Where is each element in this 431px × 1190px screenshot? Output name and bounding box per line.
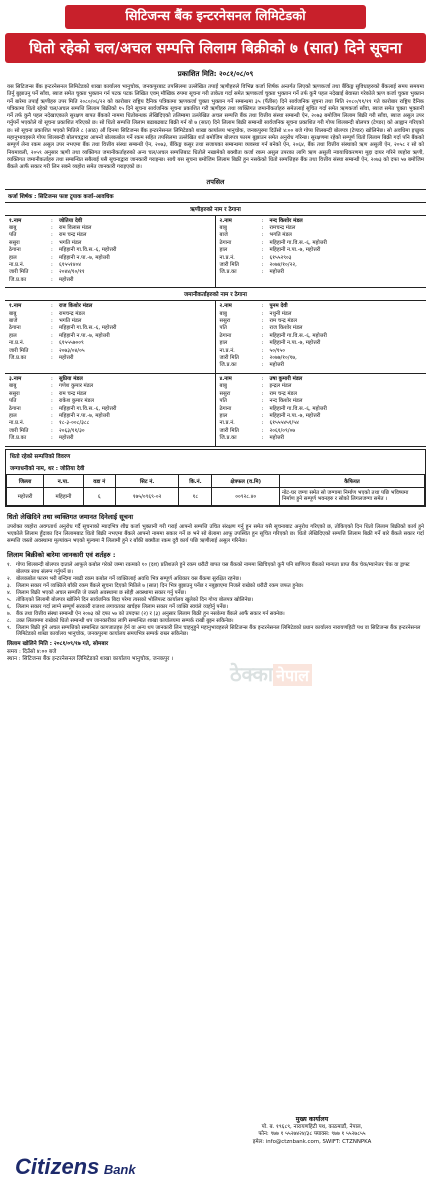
separator: : [261,347,264,354]
term-text: गोप्य शिलबन्दी बोलपत्र दाताले आफूले कबोल गरेको जम्मा रकमको १० (दश) प्रतिशतले हुने रकम धरौटी बापत यस बैंकको नाममा खिचिएको कुनै पनि बाणिज्य बैंकको मान्यता प्राप्त बैंक चेक/म्यानेजर चेक वा ड्राफ्ट बोलपत्र साथ संलग्न गर्नुपर्ने छ। [16,562,410,576]
person-card [5,216,216,288]
separator: : [51,262,53,268]
property-cell: महिहानी [44,487,84,505]
field-value: १८-३-००८/३८८ [59,420,90,427]
separator: : [261,412,264,419]
property-column-header: सिट नं. [115,474,179,487]
field-value: महिहानी गा.वि.स.-६, महोत्तरी [269,332,327,339]
field-label: बाबु [9,224,17,231]
guarantor-notice-title: धितो लेखिदिने तथा व्यक्तिगत जमानत दिनेलाई सूचना [7,512,134,521]
person-name: राज किशोर मंडल [59,303,93,310]
separator: : [261,303,264,310]
separator: : [261,325,264,332]
person-card [5,301,216,373]
term-number: ५. [7,596,12,603]
person-number: १.नाम [9,217,22,224]
field-label: पति [9,398,17,405]
field-value: महोत्तरी [269,362,285,369]
field-label: जि.प्र.का [9,276,27,283]
watermark [230,660,430,700]
property-column-header: जिल्ला [7,474,44,487]
separator: : [51,435,53,442]
separator: : [51,383,53,390]
term-item [7,590,424,597]
field-value: ६१५५१४०४ [59,262,82,268]
separator: : [261,239,264,246]
separator: : [51,232,53,239]
separator: : [51,224,53,231]
separator: : [261,310,264,317]
field-label: ठेगाना [9,247,21,254]
field-value: महिहानी न.पा.-७, महोत्तरी [59,412,110,419]
watermark-text-2: नेपाल [273,664,312,686]
field-value: राम विलास मंडल [59,224,92,231]
person-number: ३.नाम [9,375,22,382]
person-name: उषा कुमारी मंडल [269,375,303,382]
field-value: महिहानी गा.वि.स.-६, महोत्तरी [269,239,327,246]
field-label: ना.प्र.नं. [219,420,235,427]
intro-paragraph: यस सिटिजन्स बैंक इन्टरनेसनल लिमिटेडको शाखा कार्यालय भानुचोक, जनकपुरबाट तपसिलमा उल्लेखित तपाईं ऋणीहरुले विभिन्न कर्जा शिर्षक अन्तर्गत लिएको ऋणकर्जा तथा बैंकिङ्ग सुविधाहरुको बैंकलाई समय समयमा तिर्नु बुझाउनु पर्ने साँवा, ब्याज समेत चुक्ता भुक्तान गर्न पटक पटक लिखित एवम् मौखिक रुपमा सूचना गरी ताकेता गर्दा समेत ऋणकर्जा चुक्ता भुक्तान गर्ने तर्फ कुनै पहल नदेखाई बेवास्ता गरेकोले ऋण कर्जा चुक्ता भुक्तान गर्ने बारेमा तपाईं ऋणीहरु उपर मिति २०८०/०६/२२ को कारोबार राष्ट्रिय दैनिक पत्रिकामा ऋणकर्जा चुक्ता भुक्तान गर्ने सम्बन्धमा ३५ (पैंतीस) दिने सार्वजनिक सूचना तथा मिति २०८०/११/११ गते कारोबार राष्ट्रिय दैनिक पत्रिकामा धितो रहेको चल/अचल सम्पत्ति लिलाम बिक्रीको १५ दिने सूचना सार्वजनिक सूचना प्रकाशित गरी ऋणीहरु तथा व्यक्तिगत जमानीकर्ताहरु समेतलाई सूचित गर्दा समेत ऋणकर्जा साँवा, ब्याज समेत चुक्ता भुक्तानी गर्ने तर्फ कुनै पहल नदेखाएकाले सुरक्षण बापत बैंकको नाममा धितोबन्धक लेखिदिएको तलिम्बमा उल्लेखित अचल सम्पत्ति बैंक तथा वित्तीय संस्था सम्बन्धी ऐन, २०७३ बमोजिम लिलाम बिक्री गरी साँवा, ब्याज असुल उपर गर्नुपर्ने भएकोले यो सूचना प्रकाशित गरिएको छ। सो धितो सम्पत्ति लिलाम बढाबढबाट बिक्री गर्न यो ७ (सात) दिने लिलाम बिक्री सम्बन्धी सार्वजनिक सूचना प्रकाशित गरी गोप्य शिलबन्दी बोलपत्र (टेण्डर) को आह्वान गरिएको छ। सो सूचना प्रकाशित भएको मितिले ८ (आठ) औं दिनमा सिटिजन्स बैंक इन्टरनेसनल लिमिटेडको शाखा कार्यालय भानुचोक, जनकपुरमा दिउँसो ४:०० बजे गोप्य शिलबन्दी बोलपत्र (टेण्डर) खोलिनेछ। सो अवधिमा इच्छुक महानुभावहरुले गोप्य शिलबन्दी बोलपत्रद्वारा आफ्नो बोलकबोल गर्ने रकम सहित तपसिलमा उल्लेखित शर्त बमोजिम बोलपत्र फारम बुझाउन समेत अनुरोध गरिन्छ। सुरक्षणमा रहेको सम्पूर्ण धितो लिलाम बिक्री गर्दा पनि बैंकको सम्पूर्ण लेना रकम असुल उपर नभएमा बैंक तथा वित्तीय संस्था सम्बन्धी ऐन, २०७३, बैंकिङ्ग कसुर तथा सजायका सम्बन्धमा व्यवस्था गर्न बनेको ऐन, २०६४, बैंक तथा वित्तीय संस्थाको ऋण असुली ऐन, २०५८ र सो को नियमावली, २०५९ अनुसार ऋणी तथा व्यक्तिगत जमानीकर्ताहरुको अन्य चल/अचल सम्पत्तिबाट धितोले नखामेको बक्यौता कर्जा रकम असुल उपरका लागि ऋण असुली न्यायाधिकरणमा मुद्दा दायर गरिने व्यहोरा ऋणी, व्यक्तिगत जमानीकर्ताहरु तथा सम्बन्धित सबैलाई यसै सूचनाद्वारा जानकारी गराइन्छ। साथै यस सूचना बमोजिम लिलाम बिक्री हुन नसकेको धितो सम्पत्तिहरु बैंक तथा वित्तीय संस्था सम्बन्धी ऐन, २०७३ को दफा ५७ बमोजिम बैंकले आफैं सकार गरी लिन सक्ने व्यहोरा समेत जानकारी गराइएको छ। [7,84,424,171]
office-phone: फोन: ९७७ १ ५५२७४२४/३८ फ्याक्स: ९७७ १ ५५२७८५५ [258,1131,366,1138]
field-label: जारी मिति [9,347,29,354]
term-number: ७. [7,610,12,617]
term-item [7,604,424,611]
field-label: हाल [9,332,17,339]
field-value: २०६१/०९/०७ [269,427,296,434]
field-value: महिहानी न.पा.-७, महोत्तरी [269,247,321,254]
separator: : [261,247,264,254]
terms-list [7,562,424,638]
field-label: बाबु [9,310,17,317]
separator: : [261,340,264,347]
separator: : [261,420,264,427]
term-text: लिलाम बिक्री हुने अचल सम्पत्तिको सम्बन्धित कागजातहरु हेर्न वा अन्य थप जानकारी लिन चाहनुहुने महानुभावहरुले सिटिजन्स बैंक इन्टरनेसनल लिमिटेडको प्रधान कार्यालय नारायणहिटी पथ वा सिटिजन्स बैंक इन्टरनेसनल लिमिटेडको शाखा कार्यालय भानुचोक, जनकपुरमा कार्यालय समयभित्र सम्पर्क राख्न सकिनेछ। [16,624,421,638]
field-value: भगति मंडल [59,239,82,246]
publish-date: प्रकाशित मिति: २०८१/०८/०९ [177,70,254,78]
property-cell: नोट-घर जग्गा समेत सो जग्गामा निर्माण भएको तथा पछि भविष्यमा निर्माण हुने सम्पूर्ण भवनहरु र सोको लिगलजग्गा समेत । [280,487,425,505]
separator: : [51,239,53,246]
guarantors-header: जमानीकर्ताहरुको नाम र ठेगाना [5,288,426,301]
separator: : [51,303,53,310]
person-number: ४.नाम [219,375,232,382]
property-table [6,474,425,506]
separator: : [261,383,264,390]
field-label: ना.प्र.नं. [219,254,235,261]
person-number: २.नाम [219,303,232,310]
property-column-header: कि.नं. [179,474,212,487]
separator: : [51,269,53,276]
field-value: राम चन्द्र मंडल [59,390,87,397]
property-column-header: वडा नं [83,474,115,487]
auction-date: लिलाम खोलिने मिति : २०८१/०९/१७ गते, सोमबार [7,641,109,648]
borrowers-grid [5,216,426,289]
office-title: मुख्य कार्यालय [295,1116,329,1123]
field-label: जि.प्र.का [219,362,237,369]
separator: : [261,217,264,224]
field-label: जारी मिति [9,427,29,434]
property-cell: ६ [83,487,115,505]
separator: : [51,427,53,434]
field-label: हाल [219,247,228,254]
separator: : [261,262,264,268]
person-number: १.नाम [9,303,22,310]
term-number: ४. [7,590,12,597]
field-value: भगति मंडल [59,318,82,325]
field-label: हाल [9,412,17,419]
term-text: लिलाम बिक्री भएको अचल सम्पत्ति जे जस्तो अवस्थामा छ सोही अवस्थामा सकार गर्नु पर्नेछ। [16,590,187,597]
separator: : [51,332,53,339]
term-item [7,562,424,576]
separator: : [261,318,264,325]
field-label: ना.प्र.नं. [9,340,25,347]
field-value: गणेश कुमार मंडल [59,383,94,390]
citizens-bank-logo [15,1154,136,1180]
field-value: इन्द्रल मंडल [269,383,292,390]
person-name: सुप्रिया मंडल [59,375,83,382]
separator: : [51,347,53,354]
field-value: भगति मंडल [269,232,292,239]
field-label: ठेगाना [9,405,21,412]
office-address: पो. ब. १९६८९, नारायणहिटी पथ, काठमाडौं, नेपाल, [261,1123,363,1130]
field-label: जि.प्र.का [219,269,237,276]
property-cell: १८ [179,487,212,505]
term-text: तोकिएको लिलामी बोलपत्र खोलिने दिन सार्वजनिक बिदा परेमा त्यसको भोलिपल्ट कार्यालय खुलेको दिन गोप्य बोलपत्र खोलिनेछ। [16,596,254,603]
field-value: ५०/१५० [269,347,286,354]
field-label: ससुरा [219,390,231,397]
field-value: राज किशोर मंडल [269,325,303,332]
field-label: बाबु [219,310,227,317]
field-label: बाबु [219,383,227,390]
field-label: ससुरा [219,318,231,325]
field-label: हाल [219,340,228,347]
field-label: जि.प्र.का [9,435,27,442]
guarantors-grid-2 [5,374,426,447]
separator: : [51,390,53,397]
logo-main-text: Citizens [15,1154,100,1179]
footer [5,1116,426,1186]
property-cell: ००९२८.४० [212,487,280,505]
separator: : [51,340,53,347]
separator: : [51,247,53,254]
field-value: रामचन्द्र मंडल [59,310,85,317]
field-value: महोत्तरी [59,435,74,442]
term-text: बैंक तथा वित्तीय संस्था सम्बन्धी ऐन २०७३ को दफा ५७ को उपदफा (२) र (३) अनुसार लिलाम बिक्री हुन नसकेमा बैंकले आफैं सकार गर्न सक्नेछ। [16,610,285,617]
property-cell: १७५/०९६९-०२ [115,487,179,505]
field-label: ससुरा [9,390,20,397]
separator: : [261,398,264,405]
term-item [7,597,424,604]
term-item [7,618,424,625]
person-card [216,374,427,446]
separator: : [51,318,53,325]
field-value: राम चन्द्र मंडल [269,390,297,397]
separator: : [51,405,53,412]
field-label: ठेगाना [9,325,21,332]
auction-time: समय : दिउँसो ४:०० बजे [7,648,57,655]
auction-place: स्थान : सिटिजन्स बैंक इन्टरनेसनल लिमिटेडको शाखा कार्यालय भानुचोक, जनकपुर । [7,656,174,663]
separator: : [261,435,264,442]
field-label: हाल [219,412,228,419]
field-value: महिहानी गा.वि.स.-६, महोत्तरी [59,405,117,412]
term-number: ८. [7,617,12,624]
term-number: ३. [7,583,12,590]
field-label: बाबु [9,383,17,390]
field-value: रामचन्द्र मंडल [269,224,296,231]
watermark-text-1: ठेक्का [230,662,274,686]
field-value: २०७४/१०/२२, [269,262,297,268]
field-value: महोत्तरी [269,269,285,276]
separator: : [51,398,53,405]
field-value: महिहानी गा.वि.स.-६, महोत्तरी [269,405,327,412]
field-label: पति [219,325,227,332]
field-label: ना.प्र.नं. [9,262,25,268]
field-label: ना.प्र.नं. [9,420,25,427]
term-item [7,583,424,590]
field-label: ठेगाना [219,239,232,246]
field-value: ६१५५२९०३ [269,254,292,261]
separator: : [51,217,53,224]
field-label: बाबु [219,224,227,231]
property-column-header: न.पा. [44,474,84,487]
field-value: महिहानी न.पा.-७, महोत्तरी [59,254,110,261]
field-label: जि.प्र.का [9,355,27,362]
field-label: बाजे [9,318,18,325]
loan-heading: कर्जा शिर्षक : सिटिजन्स फाष्ट ट्र्याक कर्जा–आवधिक [5,189,426,203]
person-name: नन्द किशोर मंडल [269,217,303,224]
term-number: १. [7,562,12,569]
separator: : [261,355,264,362]
separator: : [261,390,264,397]
term-text: लिलाम सकार गर्दा लाग्ने सम्पूर्ण सरकारी राजश्व लगायतका खर्चहरु लिलाम सकार गर्ने व्यक्ति स्वयंले व्यहोर्नु पर्नेछ। [16,603,228,610]
separator: : [51,276,53,283]
separator: : [51,355,53,362]
field-label: ठेगाना [219,332,232,339]
field-label: पति [219,398,227,405]
field-label: जि.प्र.का [219,435,237,442]
field-value: महिहानी गा.वि.स.-६, महोत्तरी [59,247,117,254]
field-label: जारी मिति [9,269,29,276]
field-value: ६१५५५४५१/५४ [269,420,299,427]
property-box [5,449,426,507]
field-label: जारी मिति [219,355,239,362]
schedule-title: तपसिल [206,177,225,186]
term-number: ६. [7,603,12,610]
separator: : [51,412,53,419]
term-text: लिलाम सकार गर्ने व्यक्तिले बाँकी रकम बैंकले सूचना दिएको मितिले ७ (सात) दिन भित्र बुझाउनु पर्नेछ र नबुझाएमा निजले राखेको धरौटी रकम जफत हुनेछ। [16,583,304,590]
bank-name-banner: सिटिजन्स बैंक इन्टरनेसनल लिमिटेडको [65,5,366,29]
field-value: नथुनी मंडल [269,310,292,317]
person-name: पुनम देवी [269,303,288,310]
separator: : [261,405,264,412]
separator: : [261,332,264,339]
person-number: २.नाम [219,217,232,224]
field-value: महिहानी गा.वि.स.-६, महोत्तरी [59,325,117,332]
separator: : [51,325,53,332]
property-row [7,487,425,505]
separator: : [51,254,53,261]
field-value: महोत्तरी [59,276,74,283]
person-card [216,216,427,288]
person-card [5,374,216,446]
field-value: नन्द किशोर मंडल [269,398,303,405]
term-text: बोलकबोल फारम भरी बन्दिमा नबढी रकम कबोल गर्ने व्यक्तिलाई अवधि भित्र सम्पूर्ण अधिकार यस बैंकमा सुरक्षित रहनेछ। [16,576,241,583]
field-value: महिहानी न.पा.-७, महोत्तरी [59,332,110,339]
separator: : [261,232,264,239]
owner-line: जग्गाधनीको नाम, थर : जोतिया देवी [10,465,85,472]
separator: : [261,254,264,261]
property-cell: महोत्तरी [7,487,44,505]
field-label: जारी मिति [219,262,239,268]
term-item [7,611,424,618]
field-value: राम चन्द्र मंडल [59,232,87,239]
field-value: महोत्तरी [59,355,74,362]
separator: : [261,362,264,369]
term-number: ९. [7,624,12,631]
property-title: धितो रहेको सम्पत्तिको विवरण [10,453,71,460]
separator: : [261,269,264,276]
person-card [216,301,427,373]
field-label: जारी मिति [219,427,239,434]
field-value: महिहानी न.पा.-७, महोत्तरी [269,340,321,347]
guarantors-grid-1 [5,301,426,374]
field-value: महोत्तरी [269,435,285,442]
office-email: इमेल: info@ctznbank.com, SWIFT: CTZNNPKA [252,1138,372,1145]
separator: : [261,224,264,231]
separator: : [51,375,53,382]
field-value: २०४४/१०/११ [59,269,85,276]
field-label: बाजे [219,232,228,239]
field-label: पति [9,232,17,239]
field-value: २०६३/११/३० [59,427,85,434]
separator: : [261,375,264,382]
notice-title-banner: धितो रहेको चल/अचल सम्पत्ति लिलाम बिक्रीको ७ (सात) दिने सूचना [5,33,426,63]
separator: : [261,427,264,434]
field-value: महिहानी न.पा.-७, महोत्तरी [269,412,321,419]
term-number: २. [7,576,12,583]
property-column-header: कैफियत [280,474,425,487]
property-column-header: क्षेत्रफल (व.मि) [212,474,280,487]
field-value: ६१५५५७००९ [59,340,84,347]
terms-title: लिलाम बिक्रीको बारेमा जानकारी एवं शर्तहरु : [7,551,116,560]
separator: : [51,310,53,317]
field-label: ठेगाना [219,405,232,412]
borrowers-header: ऋणीहरुको नाम र ठेगाना [5,203,426,216]
term-item [7,625,424,639]
field-value: राम चन्द्र मंडल [269,318,297,325]
guarantor-notice-text: उपरोक्त व्यहोरा अवगतार्थ अनुरोध गर्दै सूचनाको म्यादभित्र शीघ्र कर्जा भुक्तानी गरी गराई आफ्नो सम्पत्ति उचित संरक्षण गर्नु हुन समेत यसै सूचनाबाट अनुरोध गरिएको छ, तोकिएको दिन धितो लिलाम बिक्रीको कार्य हुने भएकोले लिलाम हुँदाका दिन लिलामबाट धितो बिक्री नभएमा बैंकले आफ्नो नाममा सकार गर्ने छ भने सो बेलामा आफू उपस्थित हुन सूचित गरिएको छ। धितो लेखिदिएको सम्पत्ति लिलाम बिक्री गर्ने बारे बैंकले सकार गर्दा सम्पत्ति जस्तो अवस्थामा मूल्यांकन भएको मूल्यमा नै लिलामी हुने र बाँकी बक्यौता रकम दुवै कार्य पछि ऋणीलाई असुल गरिनेछ। [7,523,424,545]
person-name: जोतिया देवी [59,217,83,224]
field-value: २०७३/०४/०५ [59,347,85,354]
field-value: राकेश कुमार मंडल [59,398,94,405]
field-label: हाल [9,254,17,261]
logo-sub-text: Bank [103,1162,136,1177]
separator: : [51,420,53,427]
term-text: उक्त लिलाममा राखेको धितो सम्बन्धी थप जानकारीका लागि सम्बन्धित शाखा कार्यालयमा सम्पर्क राखी बुझ्न सकिनेछ। [16,617,234,624]
field-label: ना.प्र.नं. [219,347,235,354]
head-office-contact [202,1116,422,1146]
field-label: ससुरा [9,239,20,246]
field-value: २०७७/१०/१७, [269,355,297,362]
